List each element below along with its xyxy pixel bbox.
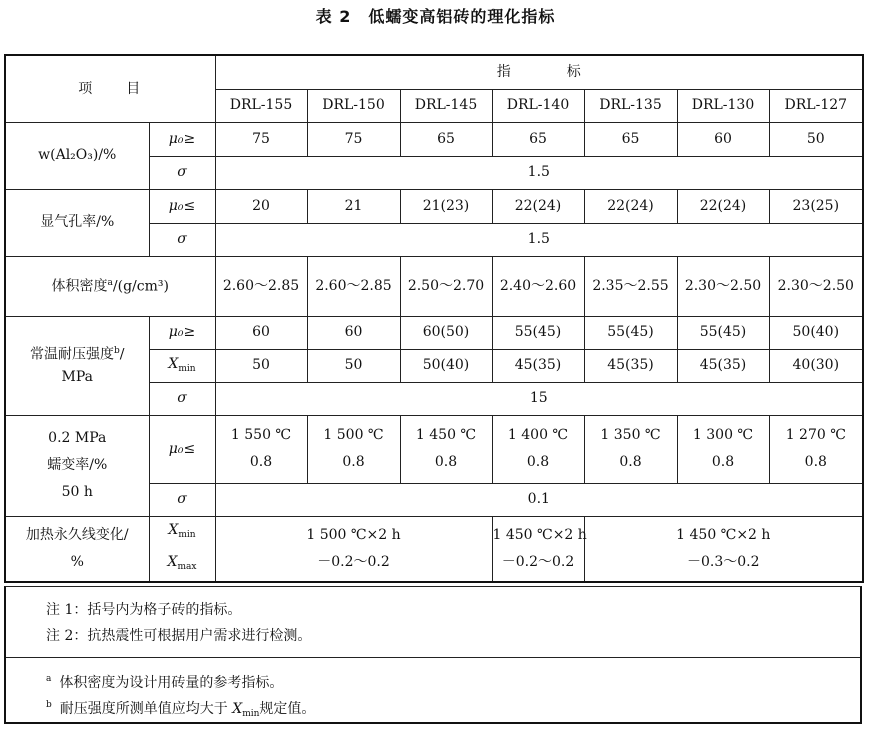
linear-label-line2: % [70, 553, 84, 570]
header-item: 项 目 [5, 55, 215, 122]
value-cell: 40(30) [769, 349, 863, 382]
sigma-symbol: σ [149, 156, 215, 189]
footnote-b: $^b$ 耐压强度所测单值应均大于 $X_{min}$规定值。 [46, 700, 316, 719]
value-cell: 2.50～2.70 [400, 256, 492, 316]
value-cell: 60 [215, 316, 307, 349]
value-cell: 2.40～2.60 [492, 256, 584, 316]
strength-label-sup: b [114, 346, 120, 357]
grade-header: DRL-135 [584, 89, 677, 122]
creep-label-line2: 蠕变率/% [47, 457, 108, 473]
sigma-symbol: σ [149, 483, 215, 516]
grade-header: DRL-145 [400, 89, 492, 122]
strength-mu0-row [5, 316, 863, 349]
xmin-xmax-symbols: $X_{min}$ $X_{max}$ [149, 516, 215, 582]
linear-label [5, 516, 149, 582]
mu0-le-symbol: μ₀≤ [149, 415, 215, 483]
density-row [5, 256, 863, 316]
creep-cell: 1 500 ℃ 0.8 [307, 415, 400, 483]
value-cell: 45(35) [584, 349, 677, 382]
sigma-value: 15 [215, 382, 863, 415]
value-cell: 50(40) [400, 349, 492, 382]
value-cell: 65 [400, 122, 492, 156]
linear-group-3: 1 450 ℃×2 h －0.3～0.2 [584, 516, 863, 582]
linear-label-line1: 加热永久线变化/ [25, 526, 129, 543]
grade-header: DRL-150 [307, 89, 400, 122]
value-cell: 60 [307, 316, 400, 349]
value-cell: 22(24) [677, 189, 769, 223]
creep-cell: 1 350 ℃ 0.8 [584, 415, 677, 483]
value-cell: 55(45) [677, 316, 769, 349]
sigma-symbol: σ [149, 382, 215, 415]
creep-mu0-row [5, 415, 863, 483]
strength-label-tail: / [119, 346, 125, 363]
table-title: 表 2 低蠕变高铝砖的理化指标 [315, 7, 556, 26]
value-cell: 65 [492, 122, 584, 156]
creep-label-line1: 0.2 MPa [48, 430, 107, 446]
creep-label-line3: 50 h [61, 484, 93, 500]
strength-label-text: 常温耐压强度 [30, 346, 114, 363]
porosity-mu0-row [5, 189, 863, 223]
value-cell: 75 [215, 122, 307, 156]
value-cell: 23(25) [769, 189, 863, 223]
value-cell: 45(35) [492, 349, 584, 382]
value-cell: 45(35) [677, 349, 769, 382]
header-index: 指 标 [215, 55, 863, 89]
strength-label-unit: MPa [61, 368, 93, 385]
value-cell: 50 [215, 349, 307, 382]
value-cell: 2.30～2.50 [769, 256, 863, 316]
density-label-sup: a [107, 277, 113, 288]
density-label-unit: /(g/cm³) [112, 278, 169, 295]
value-cell: 50 [307, 349, 400, 382]
value-cell: 75 [307, 122, 400, 156]
linear-group-1: 1 500 ℃×2 h －0.2～0.2 [215, 516, 492, 582]
al2o3-label: w(Al₂O₃)/% [5, 122, 149, 189]
sigma-symbol: σ [149, 223, 215, 256]
value-cell: 50(40) [769, 316, 863, 349]
value-cell: 55(45) [492, 316, 584, 349]
value-cell: 50 [769, 122, 863, 156]
value-cell: 2.60～2.85 [215, 256, 307, 316]
linear-change-row [5, 516, 863, 582]
value-cell: 65 [584, 122, 677, 156]
value-cell: 2.30～2.50 [677, 256, 769, 316]
grade-header: DRL-155 [215, 89, 307, 122]
sigma-value: 1.5 [215, 223, 863, 256]
density-label [5, 256, 215, 316]
value-cell: 60(50) [400, 316, 492, 349]
creep-label [5, 415, 149, 516]
value-cell: 22(24) [492, 189, 584, 223]
note-1: 注 1：括号内为格子砖的指标。 [46, 602, 242, 618]
header-row-1 [5, 55, 863, 89]
mu0-le-symbol: μ₀≤ [149, 189, 215, 223]
value-cell: 22(24) [584, 189, 677, 223]
value-cell: 2.60～2.85 [307, 256, 400, 316]
al2o3-mu0-row [5, 122, 863, 156]
porosity-label: 显气孔率/% [5, 189, 149, 256]
creep-cell: 1 270 ℃ 0.8 [769, 415, 863, 483]
grade-header: DRL-140 [492, 89, 584, 122]
mu0-ge-symbol: μ₀≥ [149, 122, 215, 156]
strength-label [5, 316, 149, 415]
footnote-a: $^a$ 体积密度为设计用砖量的参考指标。 [46, 674, 284, 691]
notes-section [4, 586, 862, 724]
value-cell: 20 [215, 189, 307, 223]
value-cell: 21(23) [400, 189, 492, 223]
grade-header: DRL-130 [677, 89, 769, 122]
linear-group-2: 1 450 ℃×2 h －0.2～0.2 [492, 516, 584, 582]
creep-cell: 1 450 ℃ 0.8 [400, 415, 492, 483]
xmin-symbol: $X_{min}$ [149, 349, 215, 382]
value-cell: 2.35～2.55 [584, 256, 677, 316]
properties-table [4, 54, 864, 583]
creep-cell: 1 400 ℃ 0.8 [492, 415, 584, 483]
creep-cell: 1 300 ℃ 0.8 [677, 415, 769, 483]
note-2: 注 2：抗热震性可根据用户需求进行检测。 [46, 628, 312, 644]
sigma-value: 1.5 [215, 156, 863, 189]
density-label-text: 体积密度 [51, 278, 108, 295]
value-cell: 60 [677, 122, 769, 156]
grade-header: DRL-127 [769, 89, 863, 122]
value-cell: 55(45) [584, 316, 677, 349]
mu0-ge-symbol: μ₀≥ [149, 316, 215, 349]
sigma-value: 0.1 [215, 483, 863, 516]
value-cell: 21 [307, 189, 400, 223]
creep-cell: 1 550 ℃ 0.8 [215, 415, 307, 483]
